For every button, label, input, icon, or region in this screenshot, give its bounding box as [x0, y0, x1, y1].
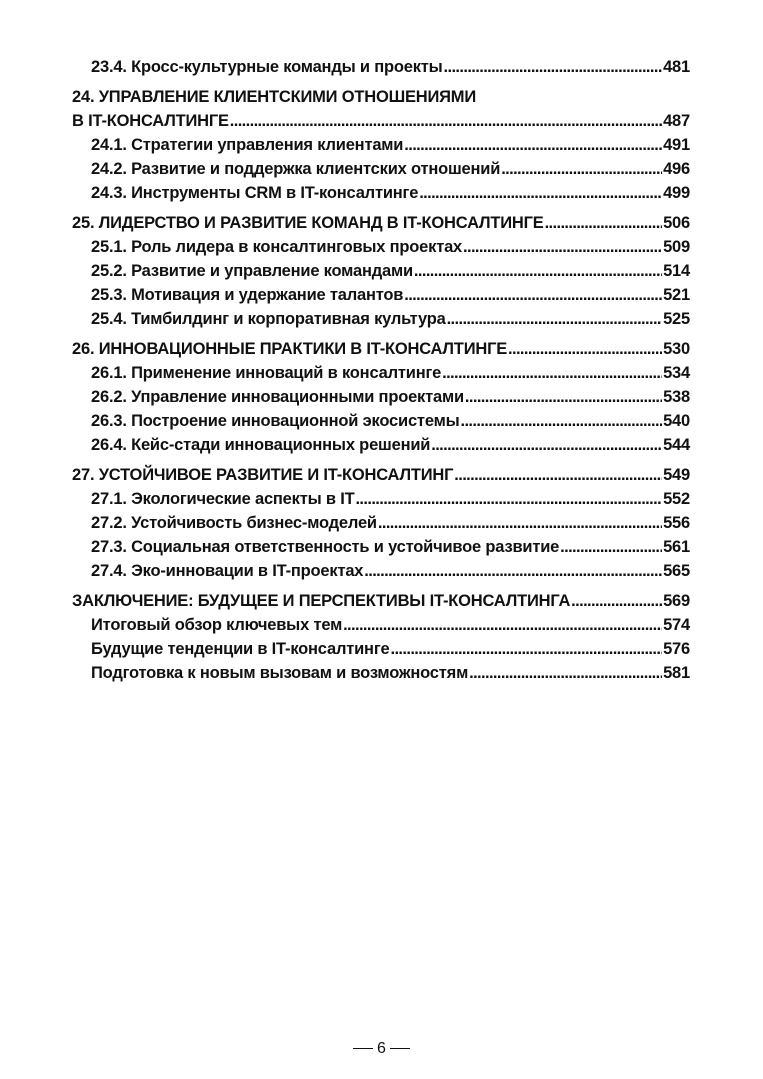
toc-page-number: 525: [663, 310, 690, 328]
toc-subsection-entry[interactable]: [72, 55, 690, 79]
toc-dot-leader: [465, 385, 662, 409]
toc-dot-leader: [454, 463, 662, 487]
toc-entry-title: 25.3. Мотивация и удержание талантов: [91, 286, 404, 304]
toc-entry-title: 27.1. Экологические аспекты в IT: [91, 490, 355, 508]
toc-page-number: 509: [663, 238, 690, 256]
toc-entry-title: 27.4. Эко-инновации в IT-проектах: [91, 562, 364, 580]
toc-dot-leader: [414, 259, 662, 283]
toc-subsection-entry[interactable]: [72, 133, 690, 157]
toc-dot-leader: [463, 235, 662, 259]
toc-page-number: 530: [663, 340, 690, 358]
toc-page-number: 534: [663, 364, 690, 382]
toc-page-number: 549: [663, 466, 690, 484]
toc-dot-leader: [404, 133, 662, 157]
toc-subsection-entry[interactable]: [72, 157, 690, 181]
footer-dash-right: [390, 1048, 410, 1049]
toc-page-number: 574: [663, 616, 690, 634]
toc-page-number: 499: [663, 184, 690, 202]
toc-entry-title: 26.1. Применение инноваций в консалтинге: [91, 364, 442, 382]
toc-entry-title: 26.2. Управление инновационными проектами: [91, 388, 464, 406]
toc-entry-title: Будущие тенденции в IT-консалтинге: [91, 640, 390, 658]
toc-chapter-entry[interactable]: [72, 109, 690, 133]
toc-page-number: 556: [663, 514, 690, 532]
toc-dot-leader: [230, 109, 662, 133]
toc-page-number: 552: [663, 490, 690, 508]
toc-entry-title: 27.3. Социальная ответственность и устойчивое развитие: [91, 538, 560, 556]
toc-entry-title: 25.4. Тимбилдинг и корпоративная культура: [91, 310, 446, 328]
toc-page-number: 514: [663, 262, 690, 280]
toc-dot-leader: [444, 55, 663, 79]
toc-dot-leader: [460, 409, 662, 433]
toc-subsection-entry[interactable]: [72, 433, 690, 457]
toc-chapter-entry[interactable]: [72, 589, 690, 613]
toc-entry-title: 24.1. Стратегии управления клиентами: [91, 136, 404, 154]
page-number: 6: [377, 1040, 386, 1057]
toc-dot-leader: [447, 307, 662, 331]
toc-dot-leader: [469, 661, 662, 685]
toc-entry-title: В IT-КОНСАЛТИНГЕ: [72, 112, 229, 130]
toc-subsection-entry[interactable]: [72, 613, 690, 637]
toc-page-number: 506: [663, 214, 690, 232]
toc-subsection-entry[interactable]: [72, 511, 690, 535]
toc-dot-leader: [431, 433, 662, 457]
toc-entry-title: ЗАКЛЮЧЕНИЕ: БУДУЩЕЕ И ПЕРСПЕКТИВЫ IT-КОНСАЛТИНГА: [72, 592, 571, 610]
toc-page-number: 487: [663, 112, 690, 130]
toc-dot-leader: [390, 637, 662, 661]
toc-chapter-entry[interactable]: [72, 463, 690, 487]
toc-dot-leader: [508, 337, 662, 361]
toc-page-number: 491: [663, 136, 690, 154]
toc-page-number: 581: [663, 664, 690, 682]
toc-entry-title: Итоговый обзор ключевых тем: [91, 616, 343, 634]
toc-page-number: 496: [663, 160, 690, 178]
footer-dash-left: [353, 1048, 373, 1049]
toc-chapter-entry[interactable]: [72, 211, 690, 235]
toc-entry-title: 24. УПРАВЛЕНИЕ КЛИЕНТСКИМИ ОТНОШЕНИЯМИ: [72, 88, 476, 106]
toc-entry-title: 27. УСТОЙЧИВОЕ РАЗВИТИЕ И IT-КОНСАЛТИНГ: [72, 466, 454, 484]
toc-subsection-entry[interactable]: [72, 487, 690, 511]
toc-entry-title: 25.2. Развитие и управление командами: [91, 262, 413, 280]
toc-subsection-entry[interactable]: [72, 661, 690, 685]
toc-subsection-entry[interactable]: [72, 637, 690, 661]
toc-page-number: 538: [663, 388, 690, 406]
toc-subsection-entry[interactable]: [72, 559, 690, 583]
toc-subsection-entry[interactable]: [72, 307, 690, 331]
toc-dot-leader: [404, 283, 662, 307]
toc-chapter-title-line[interactable]: [72, 85, 690, 109]
toc-entry-title: 25.1. Роль лидера в консалтинговых проектах: [91, 238, 463, 256]
toc-dot-leader: [545, 211, 662, 235]
toc-entry-title: 24.3. Инструменты CRM в IT-консалтинге: [91, 184, 419, 202]
toc-dot-leader: [364, 559, 662, 583]
toc-entry-title: Подготовка к новым вызовам и возможностям: [91, 664, 469, 682]
toc-entry-title: 25. ЛИДЕРСТВО И РАЗВИТИЕ КОМАНД В IT-КОНСАЛТИНГЕ: [72, 214, 544, 232]
toc-subsection-entry[interactable]: [72, 535, 690, 559]
toc-dot-leader: [419, 181, 662, 205]
toc-entry-title: 26.3. Построение инновационной экосистемы: [91, 412, 460, 430]
toc-page-number: 569: [663, 592, 690, 610]
toc-dot-leader: [442, 361, 662, 385]
toc-subsection-entry[interactable]: [72, 283, 690, 307]
toc-subsection-entry[interactable]: [72, 361, 690, 385]
toc-subsection-entry[interactable]: [72, 259, 690, 283]
toc-dot-leader: [571, 589, 662, 613]
toc-dot-leader: [378, 511, 662, 535]
toc-subsection-entry[interactable]: [72, 181, 690, 205]
toc-page-number: 561: [663, 538, 690, 556]
toc-dot-leader: [355, 487, 662, 511]
toc-entry-title: 26.4. Кейс-стади инновационных решений: [91, 436, 431, 454]
toc-entry-title: 24.2. Развитие и поддержка клиентских отношений: [91, 160, 501, 178]
toc-chapter-entry[interactable]: [72, 337, 690, 361]
toc-subsection-entry[interactable]: [72, 385, 690, 409]
table-of-contents: [72, 55, 690, 685]
toc-page-number: 540: [663, 412, 690, 430]
toc-page-number: 521: [663, 286, 690, 304]
toc-dot-leader: [560, 535, 662, 559]
toc-page-number: 565: [663, 562, 690, 580]
toc-entry-title: 27.2. Устойчивость бизнес-моделей: [91, 514, 377, 532]
toc-entry-title: 23.4. Кросс-культурные команды и проекты: [91, 58, 443, 76]
toc-page-number: 481: [663, 58, 690, 76]
toc-dot-leader: [501, 157, 662, 181]
toc-page-number: 544: [663, 436, 690, 454]
toc-subsection-entry[interactable]: [72, 235, 690, 259]
toc-page-number: 576: [663, 640, 690, 658]
toc-entry-title: 26. ИННОВАЦИОННЫЕ ПРАКТИКИ В IT-КОНСАЛТИНГЕ: [72, 340, 508, 358]
page-footer: [0, 1040, 763, 1058]
toc-dot-leader: [343, 613, 662, 637]
toc-subsection-entry[interactable]: [72, 409, 690, 433]
